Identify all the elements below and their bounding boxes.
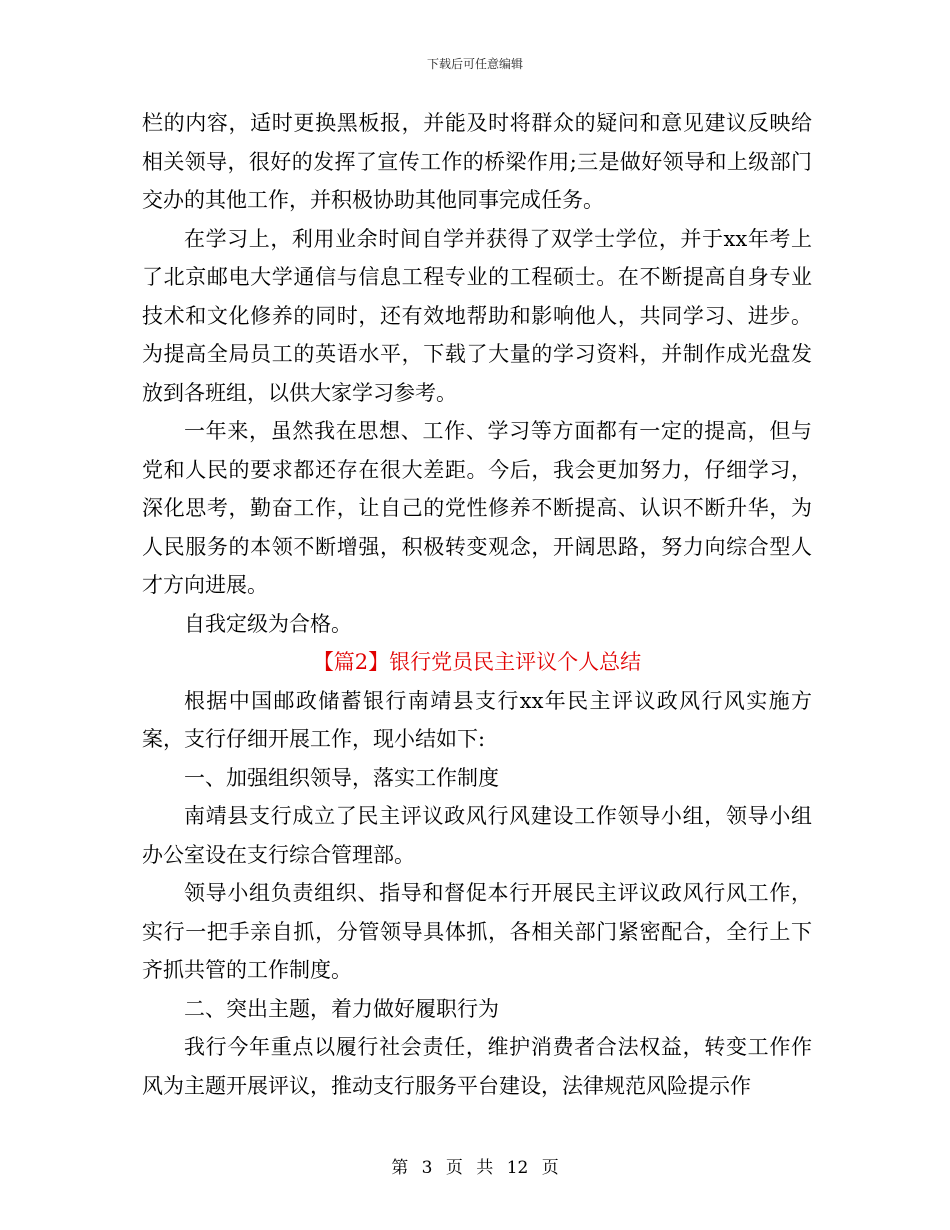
footer-current-page: 3 (421, 1158, 433, 1178)
footer-label-ye-end: 页 (541, 1158, 559, 1178)
paragraph-4: 自我定级为合格。 (184, 611, 352, 636)
footer-label-di: 第 (391, 1158, 409, 1178)
paragraph-8: 领导小组负责组织、指导和督促本行开展民主评议政风行风工作，实行一把手亲自抓，分管领导具体抓，各相关部门紧密配合，全行上下齐抓共管的工作制度。 (142, 881, 812, 982)
paragraph-1: 栏的内容，适时更换黑板报，并能及时将群众的疑问和意见建议反映给相关领导，很好的发挥了宣传工作的桥梁作用;三是做好领导和上级部门交办的其他工作，并积极协助其他同事完成任务。 (142, 111, 812, 212)
heading-1: 一、加强组织领导，落实工作制度 (184, 765, 499, 790)
heading-2: 二、突出主题，着力做好履职行为 (184, 996, 499, 1021)
section-title: 【篇2】银行党员民主评议个人总结 (312, 650, 642, 674)
page-footer (0, 1153, 950, 1178)
footer-label-gong: 共 (476, 1158, 494, 1178)
page-header: 下载后可任意编辑 (426, 57, 523, 71)
document-body (142, 104, 812, 1105)
paragraph-3: 一年来，虽然我在思想、工作、学习等方面都有一定的提高，但与党和人民的要求都还存在很大差距。今后，我会更加努力，仔细学习，深化思考，勤奋工作，让自己的党性修养不断提高、认识不断升华，为人民服务的本领不断增强，积极转变观念，开阔思路，努力向综合型人才方向进展。 (142, 419, 812, 597)
footer-total-pages: 12 (506, 1158, 529, 1178)
footer-label-ye: 页 (445, 1158, 463, 1178)
paragraph-2: 在学习上，利用业余时间自学并获得了双学士学位，并于xx年考上了北京邮电大学通信与信息工程专业的工程硕士。在不断提高自身专业技术和文化修养的同时，还有效地帮助和影响他人，共同学习、进步。为提高全局员工的英语水平，下载了大量的学习资料，并制作成光盘发放到各班组，以供大家学习参考。 (142, 226, 812, 405)
paragraph-10: 我行今年重点以履行社会责任，维护消费者合法权益，转变工作作风为主题开展评议，推动支行服务平台建设，法律规范风险提示作 (142, 1035, 812, 1098)
paragraph-5: 根据中国邮政储蓄银行南靖县支行xx年民主评议政风行风实施方案，支行仔细开展工作，现小结如下: (142, 688, 812, 751)
paragraph-7: 南靖县支行成立了民主评议政风行风建设工作领导小组，领导小组办公室设在支行综合管理部。 (142, 804, 812, 867)
